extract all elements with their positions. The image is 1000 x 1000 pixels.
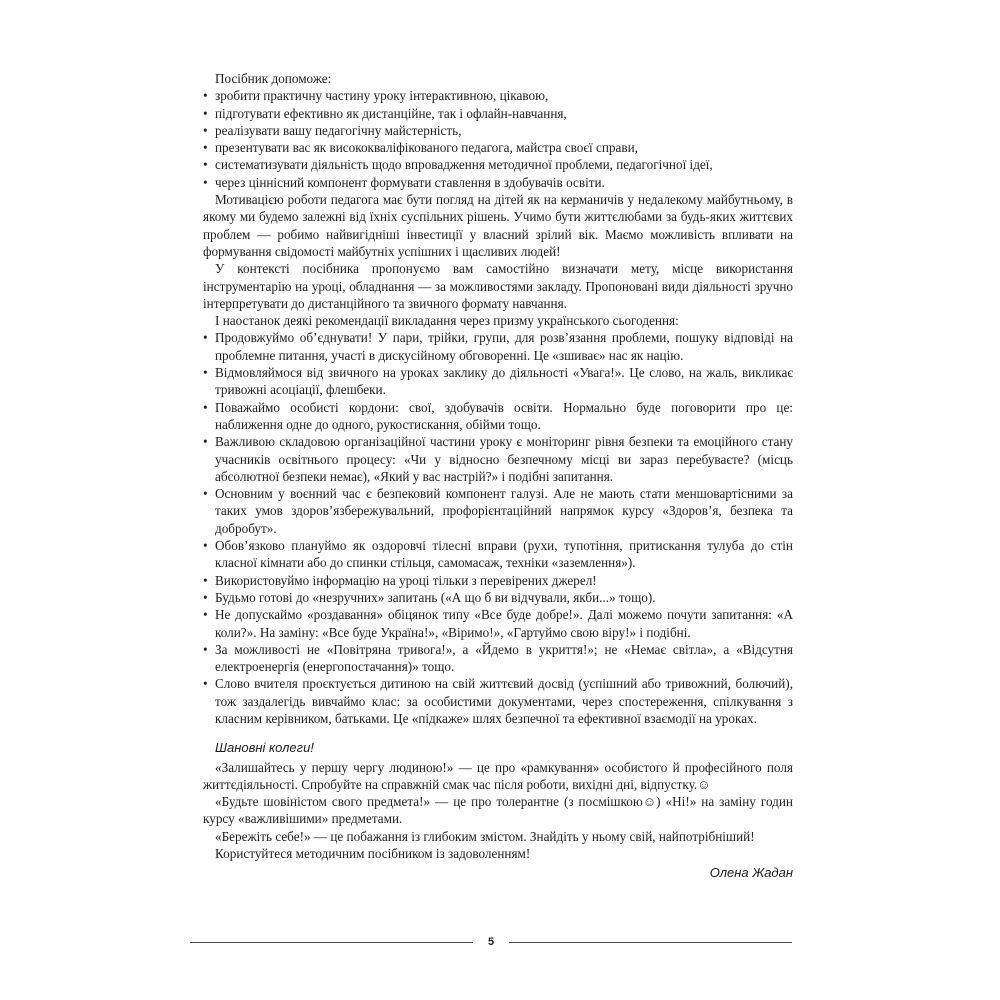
list-item: • Використовуймо інформацію на уроці тільки з перевірених джерел!: [203, 572, 793, 589]
list-item: • Поважаймо особисті кордони: свої, здобувачів освіти. Нормально буде поговорити про це: наближення одне до одного, рукостискання, обійми тощо.: [203, 399, 793, 434]
list-item: • Важливою складовою організаційної частини уроку є моніторинг рівня безпеки та емоційного стану учасників освітнього процесу: «Чи у відносно безпечному місці ви зараз перебуваєте? (місць абсолютної безпеки немає), «Який у вас настрій?» і подібні запитання.: [203, 433, 793, 485]
closing-paragraph: Користуйтеся методичним посібником із задоволенням!: [215, 846, 531, 862]
intro-lead: Посібник допоможе:: [215, 71, 332, 86]
list-item: • Не допускаймо «роздавання» обіцянок типу «Все буде добре!». Далі можемо почути запитання: «А коли?». На заміну: «Все буде Україна!», «Віримо!», «Гартуймо свою віру!» і подібні.: [203, 606, 793, 641]
closing-paragraph: «Бережіть себе!» — це побажання із глибоким змістом. Знайдіть у ньому свій, найпотрібніший!: [215, 828, 755, 844]
list-item: • Слово вчителя проєктується дитиною на свій життєвий досвід (успішний або тривожний, болючий), тож заздалегідь вивчаймо клас: за особистими документами, через спостереження, спілкування з класним керівником, батьками. Це «підкаже» шлях безпечної та ефективної взаємодії на уроках.: [203, 675, 793, 727]
list-item: • презентувати вас як висококваліфікованого педагога, майстра своєї справи,: [203, 139, 793, 156]
list-item: • За можливості не «Повітряна тривога!», а «Йдемо в укриття!»; не «Немає світла», а «Відсутня електроенергія (енергопостачання)» тощо.: [203, 641, 793, 676]
closing-paragraph: «Будьте шовіністом свого предмета!» — це про толерантне (з посмішкою☺) «Ні!» на заміну годин курсу «важливішими» предметами.: [203, 794, 793, 827]
list-item: • підготувати ефективно як дистанційне, так і офлайн-навчання,: [203, 105, 793, 122]
list-item: • через ціннісний компонент формувати ставлення в здобувачів освіти.: [203, 174, 793, 191]
paragraph: І наостанок деякі рекомендації викладання через призму українського сьогодення:: [215, 313, 679, 329]
list-item: • Відмовляймося від звичного на уроках заклику до діяльності «Увага!». Це слово, на жаль, викликає тривожні асоціації, флешбеки.: [203, 364, 793, 399]
greeting: Шановні колеги!: [215, 740, 314, 756]
intro-list: [203, 87, 793, 191]
page-number: 5: [487, 936, 495, 948]
page-body: [203, 70, 793, 895]
page-footer: [190, 934, 792, 950]
list-item: • Продовжуймо об’єднувати! У пари, трійки, групи, для розв’язання проблеми, пошуку відповіді на проблемне питання, участі в дискусійному обговоренні. Це «зшиває» нас як націю.: [203, 329, 793, 364]
list-item: • Будьмо готові до «незручних» запитань («А що б ви відчували, якби...» тощо).: [203, 589, 793, 606]
footer-rule-right: [509, 942, 792, 943]
list-item: • реалізувати вашу педагогічну майстерність,: [203, 122, 793, 139]
paragraph: Мотивацією роботи педагога має бути погляд на дітей як на керманичів у недалекому майбутньому, в якому ми будемо залежні від їхніх суспільних рішень. Учимо бути життєлюбами за будь-яких життєвих проблем — робимо найвигідніші інвестиції у власний зрілий вік. Маємо можливість впливати на формування свідомості майбутніх успішних і щасливих людей!: [203, 192, 793, 259]
recommendations-list: [203, 329, 793, 727]
list-item: • Основним у воєнний час є безпековий компонент галузі. Але не мають стати меншовартісними за таких умов здоров’язбережувальний, профорієнтаційний напрямок курсу «Здоров’я, безпека та добробут».: [203, 485, 793, 537]
list-item: • Обов’язково плануймо як оздоровчі тілесні вправи (рухи, тупотіння, притискання тулуба до стін класної кімнати або до спинки стільця, самомасаж, техніки «заземлення»).: [203, 537, 793, 572]
list-item: • зробити практичну частину уроку інтерактивною, цікавою,: [203, 87, 793, 104]
paragraph: У контексті посібника пропонуємо вам самостійно визначати мету, місце використання інструментарію на уроці, обладнання — за можливостями закладу. Пропоновані види діяльності зручно інтерпретувати до дистанційного та звичного формату навчання.: [203, 261, 793, 311]
author-signature: Олена Жадан: [709, 865, 793, 881]
list-item: • систематизувати діяльність щодо впровадження методичної проблеми, педагогічної ідеї,: [203, 156, 793, 173]
closing-paragraph: «Залишайтесь у першу чергу людиною!» — це про «рамкування» особистого й професійного поля життєдіяльності. Спробуйте на справжній смак час після роботи, вихідні дні, відпустку.☺: [203, 759, 793, 792]
